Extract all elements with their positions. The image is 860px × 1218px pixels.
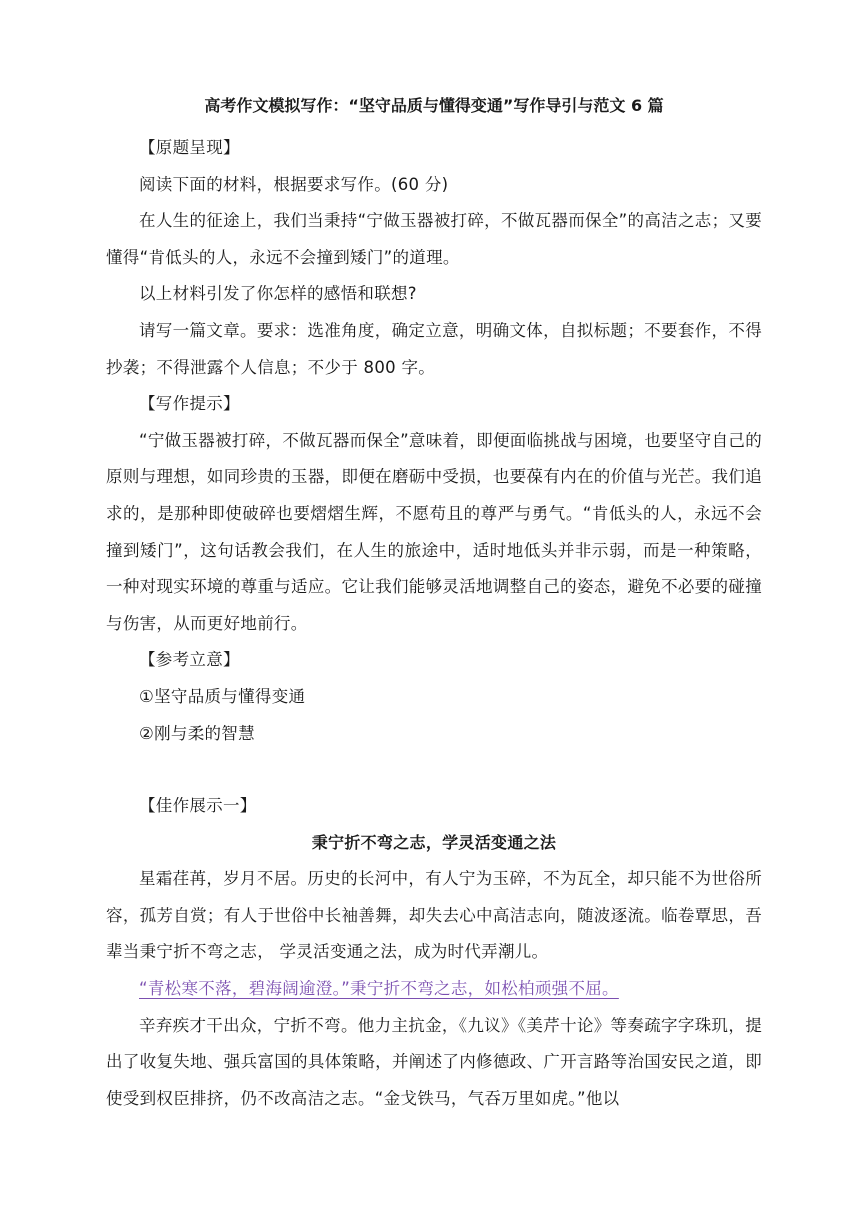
section-spacer [106,752,762,788]
tips-heading: 【写作提示】 [139,394,240,414]
essay-title: 秉宁折不弯之志，学灵活变通之法 [311,832,557,852]
essay-paragraph-1: 星霜荏苒，岁月不居。历史的长河中，有人宁为玉碎，不为瓦全，却只能不为世俗所容，孤芳自赏；有人于世俗中长袖善舞，却失去心中高洁志向，随波逐流。临卷覃思，吾辈当秉宁折不弯之志， 学灵活变通之法，成为时代弄潮儿。 [106,869,762,962]
original-heading: 【原题呈现】 [139,138,240,157]
original-material: 在人生的征途上，我们当秉持“宁做玉器被打碎，不做瓦器而保全”的高洁之志；又要懂得“肯低头的人，永远不会撞到矮门”的道理。 [106,211,762,267]
essay-paragraph-3: 辛弃疾才干出众，宁折不弯。他力主抗金，《九议》《美芹十论》等奏疏字字珠玑，提出了收复失地、强兵富国的具体策略，并阐述了内修德政、广开言路等治国安民之道，即使受到权臣排挤，仍不改高洁之志。“金戈铁马，气吞万里如虎。”他以 [106,1015,762,1108]
idea-item-1: ①坚守品质与懂得变通 [139,686,306,706]
original-requirements: 请写一篇文章。要求：选准角度，确定立意，明确文体，自拟标题；不要套作，不得抄袭；不得泄露个人信息；不少于 800 字。 [106,320,762,377]
document-body [106,88,762,1117]
idea-item-2: ②刚与柔的智慧 [139,723,255,743]
original-question: 以上材料引发了你怎样的感悟和联想? [139,284,417,304]
document-title: 高考作文模拟写作：“坚守品质与懂得变通”写作导引与范文 6 篇 [204,96,664,115]
ideas-heading: 【参考立意】 [139,650,240,670]
essay-paragraph-2 [106,971,762,1008]
showcase-heading: 【佳作展示一】 [139,796,257,816]
tips-paragraph: “宁做玉器被打碎，不做瓦器而保全”意味着，即便面临挑战与困境，也要坚守自己的原则与理想，如同珍贵的玉器，即便在磨砺中受损，也要葆有内在的价值与光芒。我们追求的，是那种即使破碎也要熠熠生辉，不愿苟且的尊严与勇气。“肯低头的人，永远不会撞到矮门”，这句话教会我们，在人生的旅途中，适时地低头并非示弱，而是一种策略，一种对现实环境的尊重与适应。它让我们能够灵活地调整自己的姿态，避免不必要的碰撞与伤害，从而更好地前行。 [106,430,762,633]
essay-highlight-line[interactable]: “青松寒不落，碧海阔逾澄。”秉宁折不弯之志，如松柏顽强不屈。 [139,979,619,999]
original-instruction: 阅读下面的材料，根据要求写作。(60 分) [139,174,449,194]
